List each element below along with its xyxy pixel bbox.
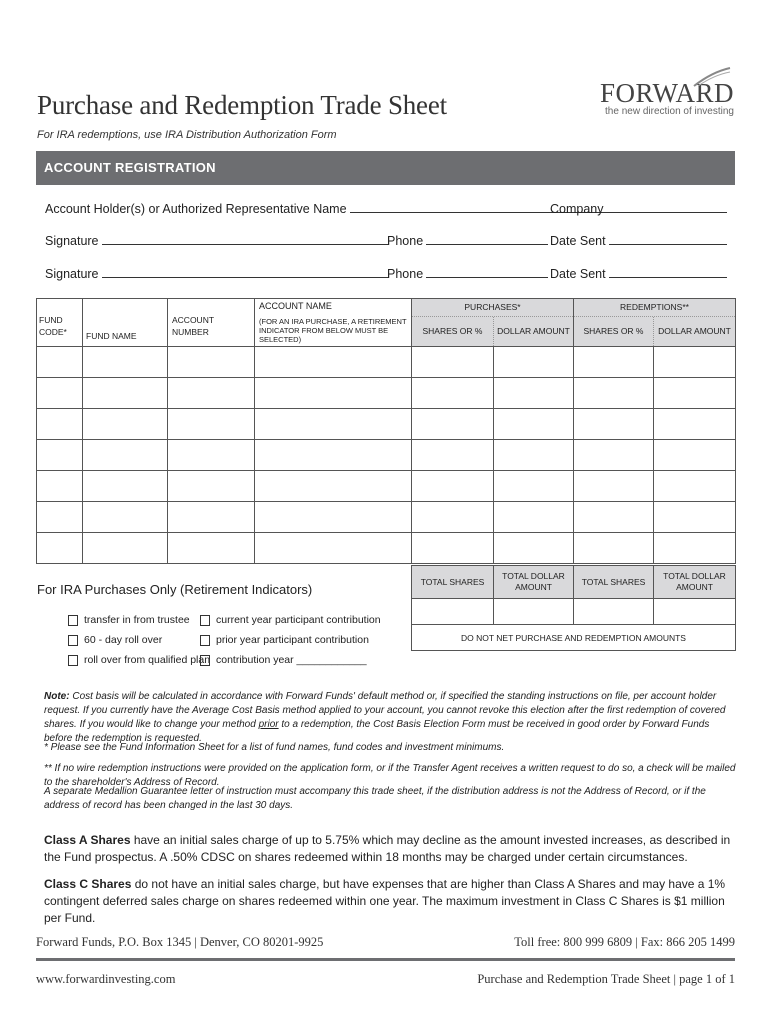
footer-address: Forward Funds, P.O. Box 1345 | Denver, CO 80201-9925 <box>36 935 324 949</box>
phone-field[interactable] <box>426 233 548 245</box>
holder-name-row <box>45 201 620 216</box>
account-name-note: (FOR AN IRA PURCHASE, A RETIREMENT INDICATOR FROM BELOW MUST BE SELECTED) <box>259 317 407 344</box>
footer-page-label: Purchase and Redemption Trade Sheet | page 1 of 1 <box>477 972 735 986</box>
totals-table <box>411 565 736 651</box>
purchases-total-dollar[interactable] <box>494 599 574 625</box>
swoosh-icon <box>692 66 732 88</box>
date-sent-row-2 <box>550 266 727 281</box>
logo-tagline: the new direction of investing <box>605 106 734 117</box>
redemptions-shares-header: SHARES OR % <box>574 317 654 346</box>
redemptions-total-shares[interactable] <box>574 599 654 625</box>
redemptions-total-dollar-header: TOTAL DOLLAR AMOUNT <box>654 566 736 599</box>
account-registration-band: ACCOUNT REGISTRATION <box>36 151 735 185</box>
footer-divider <box>36 958 735 961</box>
footer-contact: Toll free: 800 999 6809 | Fax: 866 205 1499 <box>514 935 735 949</box>
checkbox[interactable] <box>200 615 210 626</box>
trade-table <box>36 298 736 564</box>
purchases-total-dollar-header: TOTAL DOLLAR AMOUNT <box>494 566 574 599</box>
table-row <box>37 502 736 533</box>
redemptions-subheaders <box>574 317 735 346</box>
checkbox[interactable] <box>68 655 78 666</box>
table-row <box>37 471 736 502</box>
page-subtitle: For IRA redemptions, use IRA Distribution Authorization Form <box>37 129 337 141</box>
table-header-row <box>37 299 736 347</box>
phone-field[interactable] <box>426 266 548 278</box>
date-sent-field[interactable] <box>609 266 727 278</box>
redemptions-header <box>574 299 736 347</box>
purchases-header <box>412 299 574 347</box>
account-number-header: ACCOUNT NUMBER <box>168 299 255 347</box>
fund-info-note: * Please see the Fund Information Sheet for a list of fund names, fund codes and investment minimums. <box>44 742 505 753</box>
signature-label: Signature <box>45 234 99 248</box>
forward-logo <box>600 78 734 117</box>
signature-field[interactable] <box>102 266 388 278</box>
class-c-paragraph: Class C Shares do not have an initial sales charge, but have expenses that are higher than Class A Shares and may have a 1% contingent deferred sales charge on shares redeemed within one year. The maximum investment in Class C Shares is $1 million per Fund. <box>44 877 726 925</box>
table-row <box>37 533 736 564</box>
table-row <box>37 409 736 440</box>
account-name-title: ACCOUNT NAME <box>259 301 332 311</box>
signature-row-1 <box>45 233 388 248</box>
footer-website[interactable]: www.forwardinvesting.com <box>36 972 176 986</box>
ira-section-title: For IRA Purchases Only (Retirement Indicators) <box>37 582 313 597</box>
class-a-paragraph: Class A Shares have an initial sales charge of up to 5.75% which may decline as the amount invested increases, as described in the Fund prospectus. A .50% CDSC on shares redeemed within 18 months may be charged under certain circumstances. <box>44 833 731 864</box>
purchases-title: PURCHASES* <box>412 299 573 317</box>
company-field[interactable] <box>607 201 727 213</box>
fund-name-header: FUND NAME <box>83 299 168 347</box>
checkbox[interactable] <box>200 635 210 646</box>
logo-wordmark: FORWARD <box>599 78 734 108</box>
date-sent-row-1 <box>550 233 727 248</box>
redemptions-total-shares-header: TOTAL SHARES <box>574 566 654 599</box>
redemptions-title: REDEMPTIONS** <box>574 299 735 317</box>
totals-header-row <box>412 566 736 599</box>
company-label: Company <box>550 202 604 216</box>
purchases-subheaders <box>412 317 573 346</box>
ira-option-rollover[interactable]: roll over from qualified plan <box>68 654 210 666</box>
account-name-header <box>255 299 412 347</box>
table-row <box>37 378 736 409</box>
company-row <box>550 201 727 216</box>
page-title: Purchase and Redemption Trade Sheet <box>37 90 447 120</box>
checkbox[interactable] <box>200 655 210 666</box>
ira-option-current-year[interactable]: current year participant contribution <box>200 614 381 626</box>
signature-label: Signature <box>45 267 99 281</box>
ira-option-contribution-year[interactable]: contribution year ____________ <box>200 654 367 666</box>
signature-row-2 <box>45 266 388 281</box>
purchases-dollar-header: DOLLAR AMOUNT <box>497 326 570 336</box>
medallion-note: A separate Medallion Guarantee letter of instruction must accompany this trade sheet, if the distribution address is not the Address of Record, or if the address of record has been changed in the last 30 days. <box>44 786 706 811</box>
phone-row-2 <box>387 266 548 281</box>
phone-label: Phone <box>387 267 424 281</box>
checkbox[interactable] <box>68 615 78 626</box>
ira-option-prior-year[interactable]: prior year participant contribution <box>200 634 369 646</box>
cost-basis-note: Note: Cost basis will be calculated in accordance with Forward Funds' default method or, if specified the standing instructions on file, per account holder request. If you currently have the Average Cost Basis method applied to your account, you cannot revoke this election after the first redemption of covered shares. If you would like to change your method prior to a redemption, the Cost Basis Election Form must be received in good order by Forward Funds before the redemption is requested. <box>44 691 726 744</box>
totals-note-row <box>412 625 736 651</box>
ira-option-transfer[interactable]: transfer in from trustee <box>68 614 190 626</box>
redemptions-total-dollar[interactable] <box>654 599 736 625</box>
date-sent-label: Date Sent <box>550 267 606 281</box>
ira-option-60-day[interactable]: 60 - day roll over <box>68 634 162 646</box>
totals-value-row <box>412 599 736 625</box>
holder-name-label: Account Holder(s) or Authorized Representative Name <box>45 202 347 216</box>
phone-label: Phone <box>387 234 424 248</box>
purchases-total-shares-header: TOTAL SHARES <box>412 566 494 599</box>
purchases-total-shares[interactable] <box>412 599 494 625</box>
redemptions-dollar-header: DOLLAR AMOUNT <box>658 326 731 336</box>
purchases-shares-header: SHARES OR % <box>412 317 494 346</box>
checkbox[interactable] <box>68 635 78 646</box>
fund-code-header: FUND CODE* <box>37 299 83 347</box>
phone-row-1 <box>387 233 548 248</box>
date-sent-label: Date Sent <box>550 234 606 248</box>
wire-note: ** If no wire redemption instructions were provided on the application form, or if the Transfer Agent receives a written request to do so, a check will be mailed to the shareholder's Address of Record. <box>44 763 736 788</box>
signature-field[interactable] <box>102 233 388 245</box>
table-row <box>37 347 736 378</box>
date-sent-field[interactable] <box>609 233 727 245</box>
table-row <box>37 440 736 471</box>
do-not-net-note: DO NOT NET PURCHASE AND REDEMPTION AMOUNTS <box>412 625 736 651</box>
